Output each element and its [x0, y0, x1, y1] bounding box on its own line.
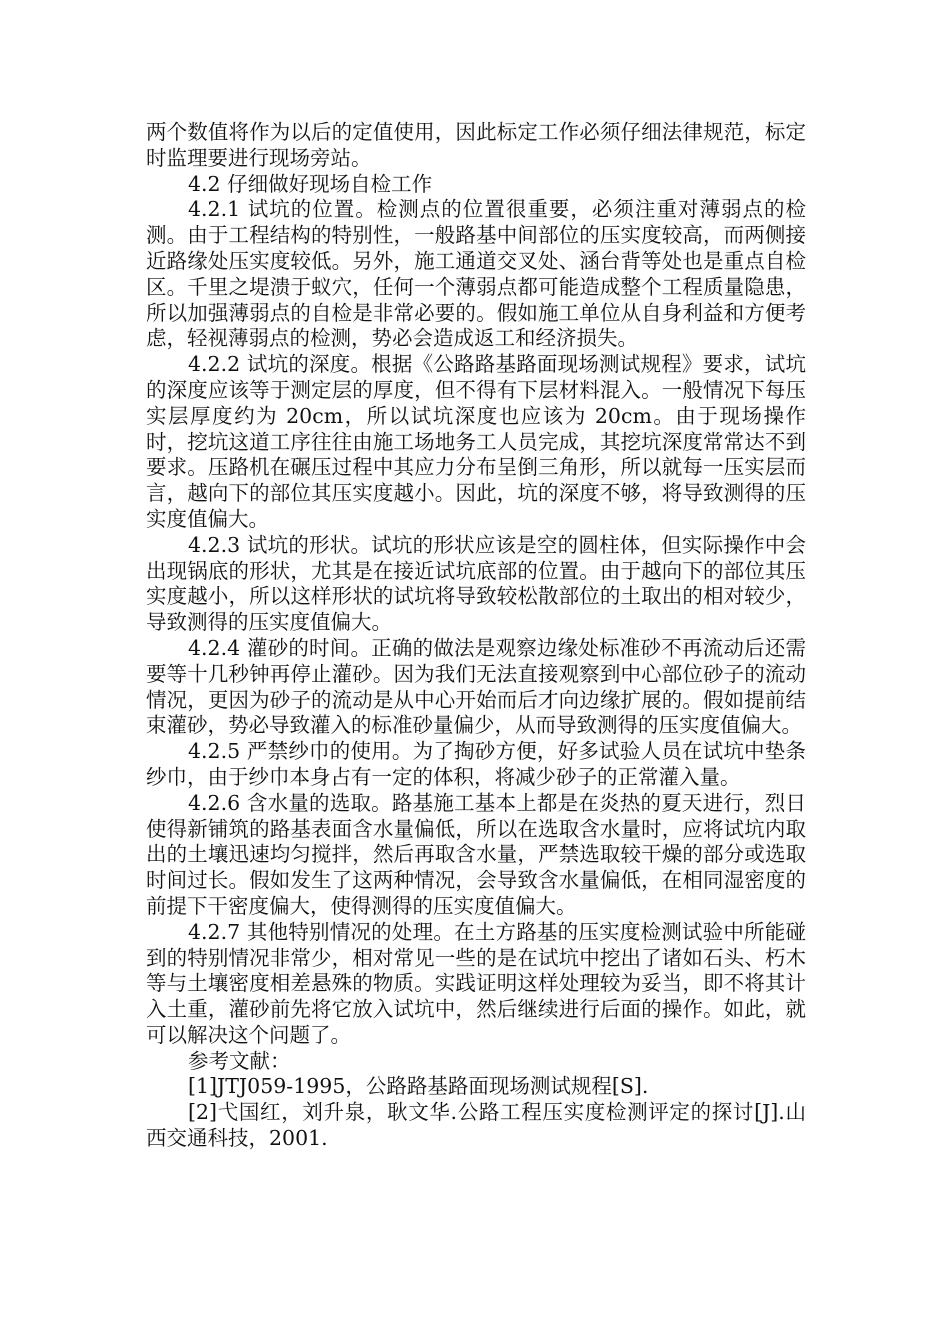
paragraph-4-2-3: 4.2.3 试坑的形状。试坑的形状应该是空的圆柱体，但实际操作中会出现锅底的形状，尤其是在接近试坑底部的位置。由于越向下的部位其压实度越小，所以这样形状的试坑将导致较松散部位的土取出的相对较少，导致测得的压实度值偏大。 [146, 532, 806, 635]
references-title: 参考文献： [188, 1048, 291, 1073]
paragraph-4-2-6: 4.2.6 含水量的选取。路基施工基本上都是在炎热的夏天进行，烈日使得新铺筑的路基表面含水量偏低，所以在选取含水量时，应将试坑内取出的土壤迅速均匀搅拌，然后再取含水量，严禁选取较干燥的部分或选取时间过长。假如发生了这两种情况，会导致含水量偏低，在相同湿密度的前提下干密度偏大，使得测得的压实度值偏大。 [146, 790, 806, 918]
paragraph-4-2-1: 4.2.1 试坑的位置。检测点的位置很重要，必须注重对薄弱点的检测。由于工程结构的特别性，一般路基中间部位的压实度较高，而两侧接近路缘处压实度较低。另外，施工通道交叉处、涵台背等处也是重点自检区。千里之堤溃于蚁穴，任何一个薄弱点都可能造成整个工程质量隐患，所以加强薄弱点的自检是非常必要的。假如施工单位从自身利益和方便考虑，轻视薄弱点的检测，势必会造成返工和经济损失。 [146, 197, 806, 351]
document-body [146, 120, 806, 1152]
paragraph-continuation: 两个数值将作为以后的定值使用，因此标定工作必须仔细法律规范，标定时监理要进行现场旁站。 [146, 120, 806, 170]
section-heading-4-2: 4.2 仔细做好现场自检工作 [188, 171, 433, 196]
paragraph-4-2-7: 4.2.7 其他特别情况的处理。在土方路基的压实度检测试验中所能碰到的特别情况非常少，相对常见一些的是在试坑中挖出了诸如石头、朽木等与土壤密度相差悬殊的物质。实践证明这样处理较为妥当，即不将其计入土重，灌砂前先将它放入试坑中，然后继续进行后面的操作。如此，就可以解决这个问题了。 [146, 919, 806, 1047]
reference-item-2: [2]弋国红，刘升泉，耿文华.公路工程压实度检测评定的探讨[J].山西交通科技，2001. [146, 1100, 806, 1151]
paragraph-4-2-2: 4.2.2 试坑的深度。根据《公路路基路面现场测试规程》要求，试坑的深度应该等于测定层的厚度，但不得有下层材料混入。一般情况下每压实层厚度约为 20cm，所以试坑深度也应该为 20cm。由于现场操作时，挖坑这道工序往往由施工场地务工人员完成，其挖坑深度常常达不到要求。压路机在碾压过程中其应力分布呈倒三角形，所以就每一压实层而言，越向下的部位其压实度越小。因此，坑的深度不够，将导致测得的压实度值偏大。 [146, 352, 806, 531]
paragraph-4-2-4: 4.2.4 灌砂的时间。正确的做法是观察边缘处标准砂不再流动后还需要等十几秒钟再停止灌砂。因为我们无法直接观察到中心部位砂子的流动情况，更因为砂子的流动是从中心开始而后才向边缘扩展的。假如提前结束灌砂，势必导致灌入的标准砂量偏少，从而导致测得的压实度值偏大。 [146, 635, 806, 738]
reference-item-1: [1]JTJ059-1995，公路路基路面现场测试规程[S]. [188, 1074, 649, 1099]
paragraph-4-2-5: 4.2.5 严禁纱巾的使用。为了掏砂方便，好多试验人员在试坑中垫条纱巾，由于纱巾本身占有一定的体积，将减少砂子的正常灌入量。 [146, 739, 806, 789]
